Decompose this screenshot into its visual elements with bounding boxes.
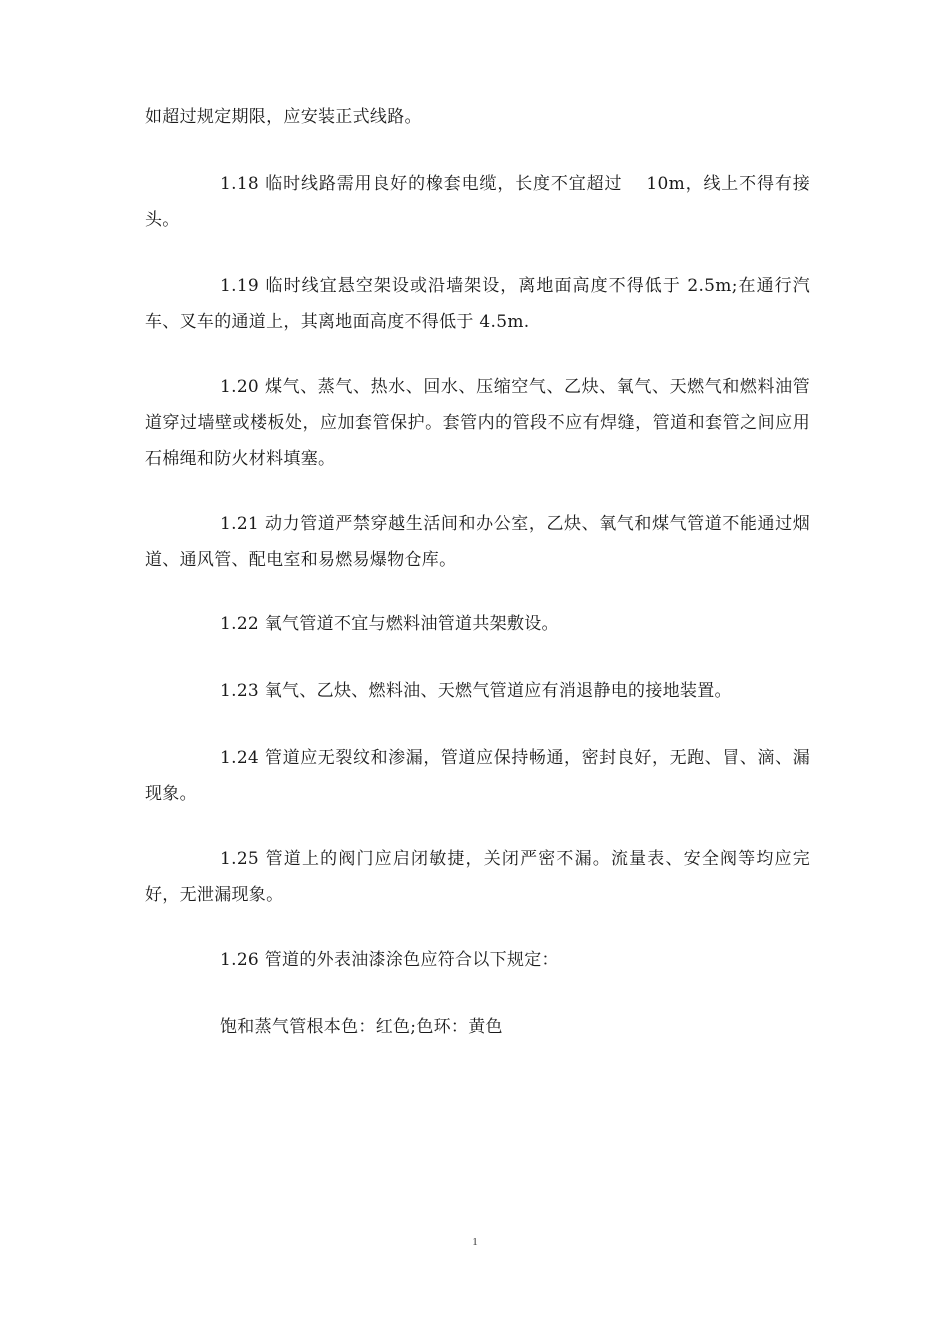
paragraph-continuation: 如超过规定期限，应安装正式线路。 xyxy=(145,107,422,127)
paragraph-1-19: 1.19 临时线宜悬空架设或沿墙架设，离地面高度不得低于 2.5m;在通行汽车、叉车的通道上，其离地面高度不得低于 4.5m. xyxy=(145,276,810,332)
paragraph-1-25: 1.25 管道上的阀门应启闭敏捷，关闭严密不漏。流量表、安全阀等均应完好，无泄漏现象。 xyxy=(145,849,810,905)
paragraph-1-18: 1.18 临时线路需用良好的橡套电缆，长度不宜超过 10m，线上不得有接头。 xyxy=(145,174,810,230)
paragraph-steam-pipe-color: 饱和蒸气管根本色：红色;色环：黄色 xyxy=(220,1017,503,1037)
paragraph-1-23: 1.23 氧气、乙炔、燃料油、天燃气管道应有消退静电的接地装置。 xyxy=(220,681,732,701)
page-number: 1 xyxy=(472,1236,478,1248)
paragraph-1-21: 1.21 动力管道严禁穿越生活间和办公室，乙炔、氧气和煤气管道不能通过烟道、通风管、配电室和易燃易爆物仓库。 xyxy=(145,514,810,570)
paragraph-1-20: 1.20 煤气、蒸气、热水、回水、压缩空气、乙炔、氧气、天燃气和燃料油管道穿过墙壁或楼板处，应加套管保护。套管内的管段不应有焊缝，管道和套管之间应用石棉绳和防火材料填塞。 xyxy=(145,377,810,469)
paragraph-1-24: 1.24 管道应无裂纹和渗漏，管道应保持畅通，密封良好，无跑、冒、滴、漏现象。 xyxy=(145,748,810,804)
paragraph-1-22: 1.22 氧气管道不宜与燃料油管道共架敷设。 xyxy=(220,614,559,634)
paragraph-1-26: 1.26 管道的外表油漆涂色应符合以下规定： xyxy=(220,950,559,970)
